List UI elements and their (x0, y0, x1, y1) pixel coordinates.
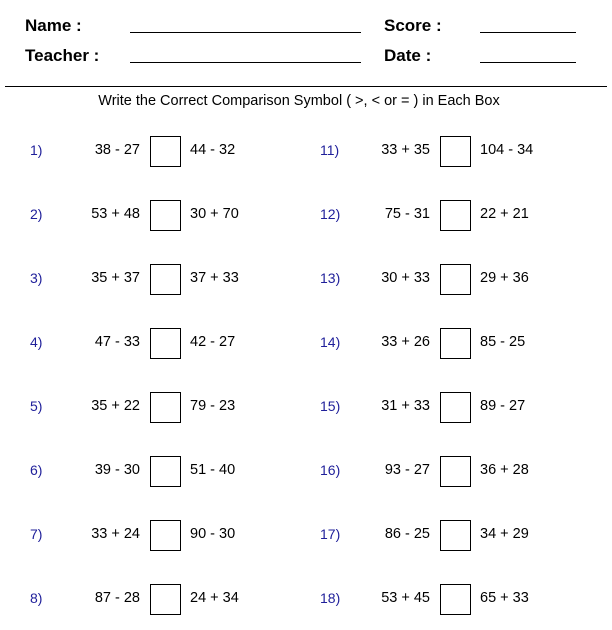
left-expression: 53 + 45 (381, 590, 430, 606)
date-field[interactable] (480, 62, 576, 63)
problem-number: 8) (30, 590, 43, 606)
left-expression: 33 + 35 (381, 142, 430, 158)
left-expression: 33 + 24 (91, 526, 140, 542)
right-expression: 104 - 34 (480, 142, 534, 158)
problem-row (0, 136, 612, 168)
right-expression: 22 + 21 (480, 206, 529, 222)
problem-number: 5) (30, 398, 43, 414)
teacher-field[interactable] (130, 62, 361, 63)
problem-number: 12) (320, 206, 341, 222)
answer-box[interactable] (440, 520, 471, 551)
answer-box[interactable] (440, 456, 471, 487)
problem-number: 1) (30, 142, 43, 158)
answer-box[interactable] (440, 328, 471, 359)
left-expression: 93 - 27 (384, 462, 430, 478)
answer-box[interactable] (440, 584, 471, 615)
left-expression: 53 + 48 (91, 206, 140, 222)
right-expression: 79 - 23 (190, 398, 236, 414)
right-expression: 65 + 33 (480, 590, 529, 606)
right-expression: 37 + 33 (190, 270, 239, 286)
problem-number: 14) (320, 334, 341, 350)
name-field[interactable] (130, 32, 361, 33)
left-expression: 35 + 22 (91, 398, 140, 414)
score-label: Score : (384, 16, 442, 35)
problem-number: 17) (320, 526, 341, 542)
instructions: Write the Correct Comparison Symbol ( >, < or = ) in Each Box (98, 93, 500, 109)
answer-box[interactable] (440, 200, 471, 231)
problem-row (0, 392, 612, 424)
problem-number: 6) (30, 462, 43, 478)
problem-row (0, 456, 612, 488)
problem-number: 13) (320, 270, 341, 286)
header-divider (5, 86, 607, 87)
teacher-label: Teacher : (25, 46, 100, 65)
answer-box[interactable] (440, 264, 471, 295)
left-expression: 38 - 27 (94, 142, 140, 158)
right-expression: 42 - 27 (190, 334, 236, 350)
score-field[interactable] (480, 32, 576, 33)
problem-row (0, 328, 612, 360)
right-expression: 85 - 25 (480, 334, 526, 350)
problem-row (0, 264, 612, 296)
left-expression: 75 - 31 (384, 206, 430, 222)
problem-number: 18) (320, 590, 341, 606)
left-expression: 33 + 26 (381, 334, 430, 350)
left-expression: 87 - 28 (94, 590, 140, 606)
left-expression: 86 - 25 (384, 526, 430, 542)
problem-number: 11) (320, 142, 340, 158)
name-label: Name : (25, 16, 82, 35)
problem-number: 2) (30, 206, 43, 222)
left-expression: 31 + 33 (381, 398, 430, 414)
right-expression: 30 + 70 (190, 206, 239, 222)
left-expression: 35 + 37 (91, 270, 140, 286)
problem-number: 7) (30, 526, 43, 542)
problem-number: 16) (320, 462, 341, 478)
right-expression: 44 - 32 (190, 142, 236, 158)
right-expression: 90 - 30 (190, 526, 236, 542)
problem-row (0, 520, 612, 552)
right-expression: 89 - 27 (480, 398, 526, 414)
right-expression: 36 + 28 (480, 462, 529, 478)
problem-row (0, 200, 612, 232)
answer-box[interactable] (440, 392, 471, 423)
left-expression: 47 - 33 (94, 334, 140, 350)
problem-number: 15) (320, 398, 341, 414)
problem-number: 3) (30, 270, 43, 286)
answer-box[interactable] (440, 136, 471, 167)
problem-number: 4) (30, 334, 43, 350)
left-expression: 30 + 33 (381, 270, 430, 286)
problem-row (0, 584, 612, 616)
right-expression: 24 + 34 (190, 590, 239, 606)
right-expression: 51 - 40 (190, 462, 236, 478)
right-expression: 29 + 36 (480, 270, 529, 286)
date-label: Date : (384, 46, 432, 65)
left-expression: 39 - 30 (94, 462, 140, 478)
right-expression: 34 + 29 (480, 526, 529, 542)
